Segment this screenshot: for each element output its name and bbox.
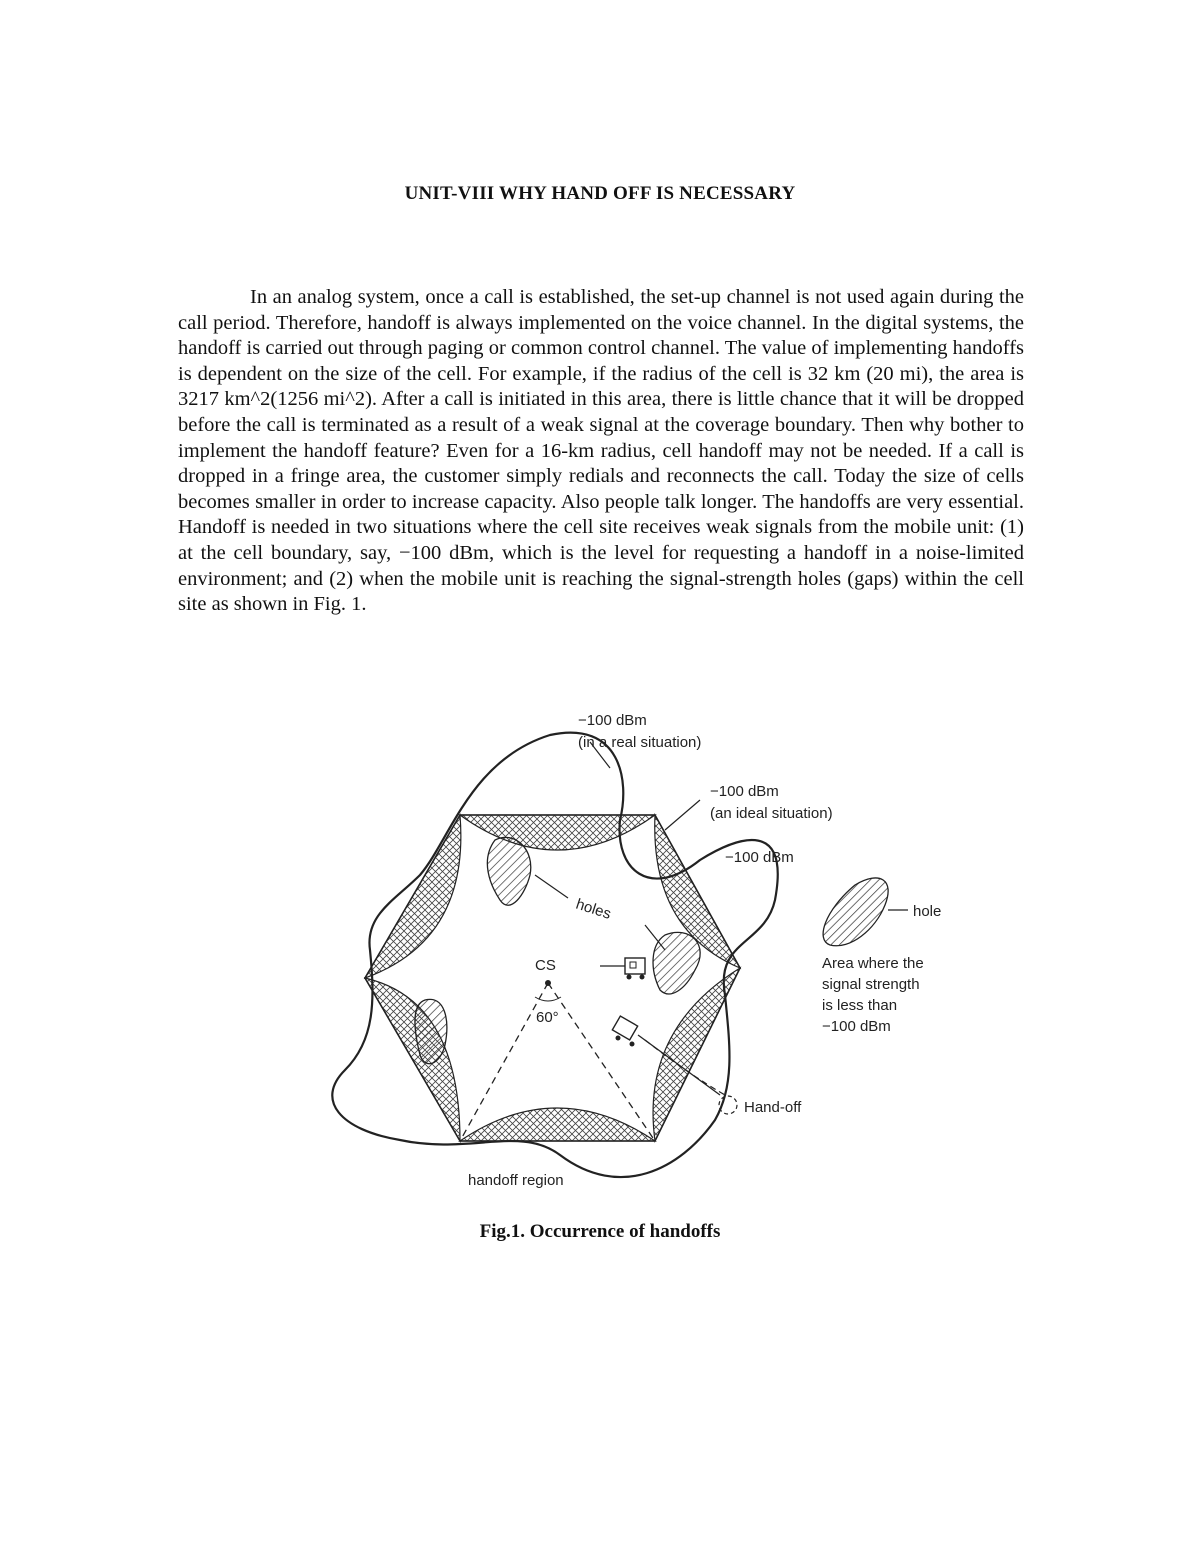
- legend-desc-line1: Area where the: [822, 955, 924, 972]
- cell-site-label: CS: [535, 957, 556, 974]
- signal-hole: [487, 837, 530, 905]
- legend-hole-icon: [823, 878, 888, 946]
- legend-desc-line3: is less than: [822, 997, 898, 1014]
- real-level-label: −100 dBm: [578, 712, 647, 729]
- handoff-label: Hand-off: [744, 1099, 802, 1116]
- ideal-level-label: −100 dBm: [710, 783, 779, 800]
- figure-caption: Fig.1. Occurrence of handoffs: [479, 1221, 721, 1242]
- legend-desc-line2: signal strength: [822, 976, 920, 993]
- holes-label: holes: [573, 895, 614, 923]
- handoff-region-label: handoff region: [468, 1172, 564, 1189]
- real-note-label: (in a real situation): [578, 734, 702, 751]
- handoff-diagram: [320, 700, 960, 1200]
- ideal-note-label: (an ideal situation): [710, 805, 833, 822]
- body-paragraph: In an analog system, once a call is established, the set-up channel is not used again during the call period. Therefore, handoff is always implemented on the voice channel. In the digital systems, the handoff is carried out through paging or common control channel. The value of implementing handoffs is dependent on the size of the cell. For example, if the radius of the cell is 32 km (20 mi), the area is 3217 km^2(1256 mi^2). After a call is initiated in this area, there is little chance that it will be dropped before the call is terminated as a result of a weak signal at the coverage boundary. Then why bother to implement the handoff feature? Even for a 16-km radius, cell handoff may not be needed. If a call is dropped in a fringe area, the customer simply redials and reconnects the call. Today the size of cells becomes smaller in order to increase capacity. Also people talk longer. The handoffs are very essential. Handoff is needed in two situations where the cell site receives weak signals from the mobile unit: (1) at the cell boundary, say, −100 dBm, which is the level for requesting a handoff in a noise-limited environment; and (2) when the mobile unit is reaching the signal-strength holes (gaps) within the cell site as shown in Fig. 1.: [178, 286, 1024, 616]
- legend-hole-label: hole: [913, 903, 942, 920]
- contour-level-label: −100 dBm: [725, 849, 794, 866]
- handoff-figure: [320, 700, 960, 1200]
- legend-desc-line4: −100 dBm: [822, 1018, 891, 1035]
- angle-label: 60°: [536, 1009, 559, 1026]
- signal-hole: [653, 932, 700, 994]
- mobile-unit-icon: [600, 958, 645, 980]
- signal-hole: [415, 999, 447, 1063]
- document-title: UNIT-VIII WHY HAND OFF IS NECESSARY: [404, 183, 796, 204]
